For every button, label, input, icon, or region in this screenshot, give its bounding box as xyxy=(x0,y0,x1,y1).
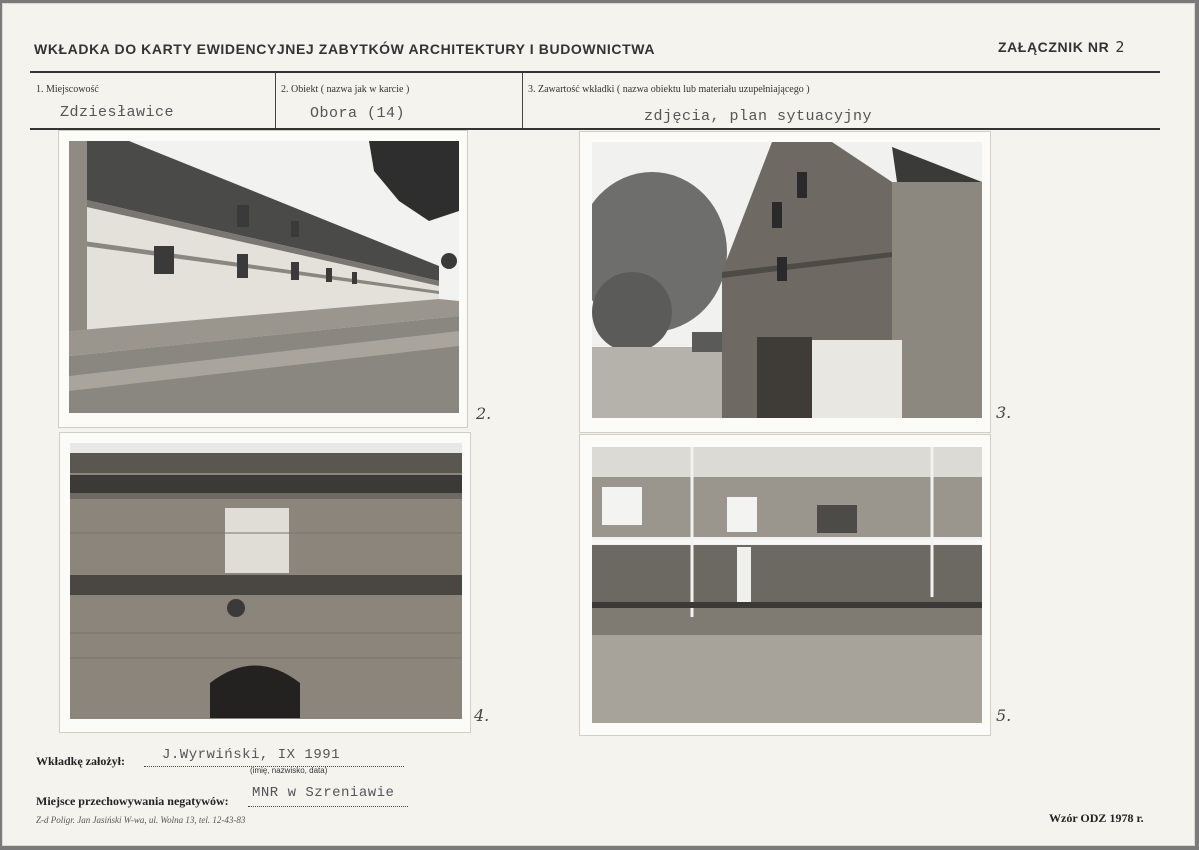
content-label: 3. Zawartość wkładki ( nazwa obiektu lub materiału uzupełniającego ) xyxy=(528,84,810,95)
locality-value: Zdziesławice xyxy=(60,104,175,121)
barn-gable-image xyxy=(592,142,982,418)
photo-number-2: 2. xyxy=(476,404,492,423)
header-rule-bottom xyxy=(30,128,1160,130)
photo-number-3: 3. xyxy=(996,403,1012,422)
document-title: WKŁADKA DO KARTY EWIDENCYJNEJ ZABYTKÓW ARCHITEKTURY I BUDOWNICTWA xyxy=(34,41,656,57)
storage-dotted-line xyxy=(248,805,408,807)
photo-number-5: 5. xyxy=(996,706,1012,725)
printer-imprint: Z-d Poligr. Jan Jasiński W-wa, ul. Wolna 13, tel. 12-43-83 xyxy=(36,815,246,825)
founder-label: Wkładkę założył: xyxy=(36,754,125,768)
document-sheet xyxy=(2,3,1195,846)
photo-barn-gable xyxy=(580,132,990,432)
photo-barn-facade xyxy=(59,131,467,427)
form-code: Wzór ODZ 1978 r. xyxy=(1049,811,1144,825)
storage-value: MNR w Szreniawie xyxy=(252,785,395,801)
photo-brick-detail xyxy=(60,433,470,732)
field-divider-1 xyxy=(275,73,276,128)
founder-hint: (imię, nazwisko, data) xyxy=(250,766,328,775)
content-value: zdjęcia, plan sytuacyjny xyxy=(644,108,873,125)
brick-detail-image xyxy=(70,443,462,719)
locality-label: 1. Miejscowość xyxy=(36,84,99,95)
photo-number-4: 4. xyxy=(474,706,490,725)
barn-interior-image xyxy=(592,447,982,723)
storage-label: Miejsce przechowywania negatywów: xyxy=(36,794,229,808)
photo-barn-interior xyxy=(580,435,990,735)
annex-label xyxy=(998,38,1125,56)
header-rule-top xyxy=(30,71,1160,73)
object-label: 2. Obiekt ( nazwa jak w karcie ) xyxy=(281,84,410,95)
annex-label-text: ZAŁĄCZNIK NR xyxy=(997,39,1110,55)
object-value: Obora (14) xyxy=(310,105,406,122)
founder-value: J.Wyrwiński, IX 1991 xyxy=(162,747,341,763)
field-divider-2 xyxy=(522,73,523,128)
barn-facade-image xyxy=(69,141,459,413)
annex-number: 2 xyxy=(1115,38,1125,56)
